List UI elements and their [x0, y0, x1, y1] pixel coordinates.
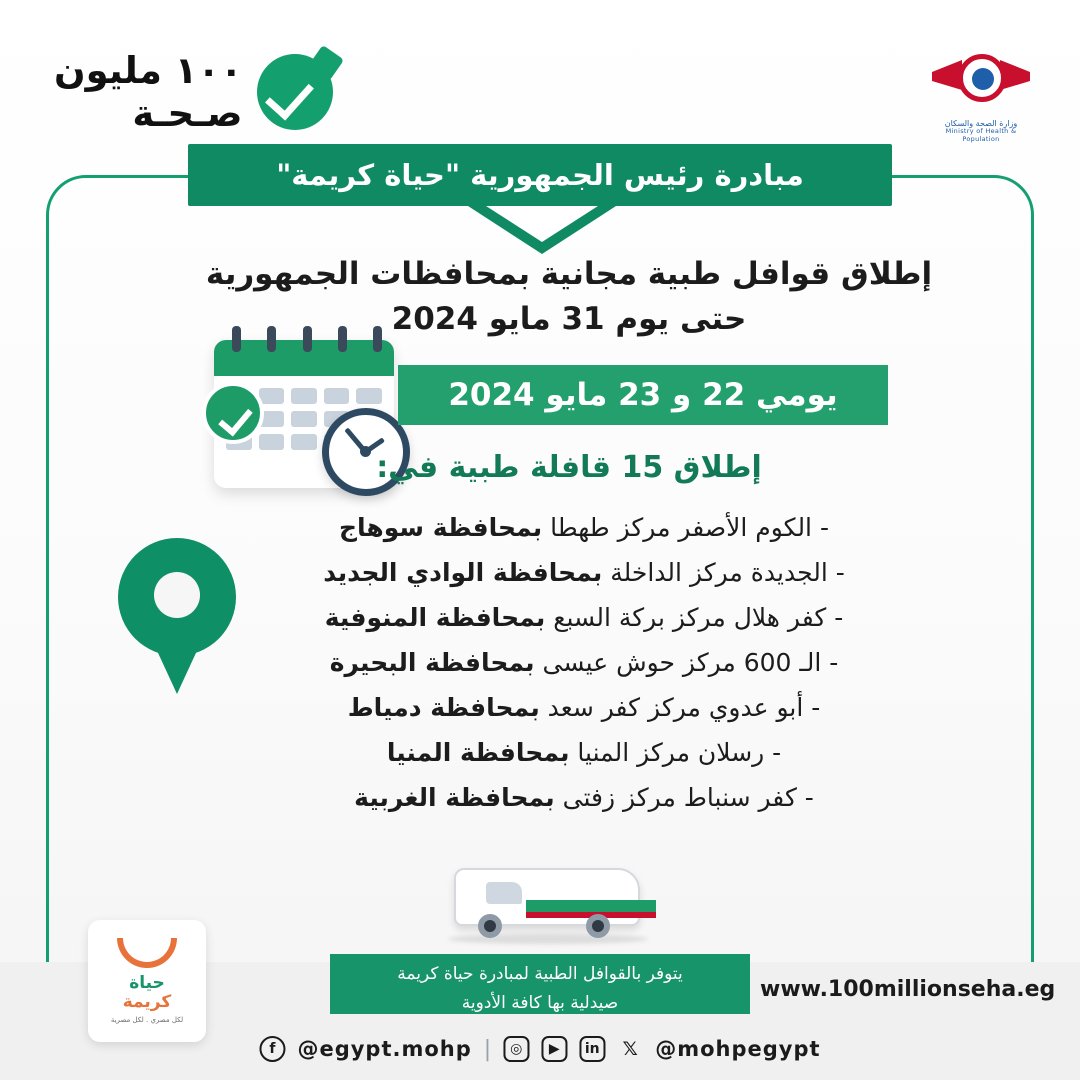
separator: | — [483, 1036, 492, 1062]
map-pin-icon — [118, 538, 236, 698]
ribbon-title: مبادرة رئيس الجمهورية "حياة كريمة" — [188, 144, 892, 206]
check-icon — [257, 54, 333, 130]
social-links — [259, 1036, 820, 1062]
list-item — [184, 685, 984, 730]
list-item-location: - الـ 600 مركز حوش عيسى — [534, 648, 839, 677]
linkedin-icon[interactable]: in — [579, 1036, 605, 1062]
list-item-governorate: بمحافظة المنيا — [386, 738, 570, 767]
campaign-logo-100-million-health — [54, 49, 333, 135]
list-item — [184, 505, 984, 550]
list-item-location: - الكوم الأصفر مركز طهطا — [542, 513, 829, 542]
list-item-governorate: بمحافظة الوادي الجديد — [323, 558, 603, 587]
smile-icon — [117, 938, 177, 968]
hayah-karima-line2: كريمة — [122, 992, 172, 1012]
list-item-governorate: بمحافظة سوهاج — [339, 513, 543, 542]
headline-line2: حتى يوم 31 مايو 2024 — [391, 300, 747, 337]
ministry-of-health-logo — [926, 48, 1036, 144]
campaign-logo-line1: ١٠٠ مليون — [54, 49, 243, 92]
list-item-location: - كفر سنباط مركز زفتى — [554, 783, 814, 812]
hayah-karima-line1: حياة — [129, 973, 165, 994]
list-item-location: - كفر هلال مركز بركة السبع — [545, 603, 844, 632]
list-item — [184, 595, 984, 640]
header-bar — [0, 0, 1080, 148]
list-item-governorate: بمحافظة الغربية — [354, 783, 555, 812]
facebook-handle[interactable]: @egypt.mohp — [297, 1037, 472, 1061]
list-item-location: - الجديدة مركز الداخلة — [602, 558, 845, 587]
website-link[interactable]: www.100millionseha.eg — [760, 977, 1056, 1002]
list-item-governorate: بمحافظة المنوفية — [324, 603, 546, 632]
list-title: إطلاق 15 قافلة طبية في: — [376, 450, 762, 485]
list-item-location: - رسلان مركز المنيا — [569, 738, 782, 767]
social-handle[interactable]: @mohpegypt — [655, 1037, 821, 1061]
campaign-logo-line2: صـحـة — [132, 92, 243, 135]
list-item-location: - أبو عدوي مركز كفر سعد — [539, 693, 821, 722]
ministry-caption-arabic: وزارة الصحة والسكان — [944, 118, 1018, 128]
list-item — [184, 775, 984, 820]
list-item — [184, 730, 984, 775]
list-item-governorate: بمحافظة البحيرة — [329, 648, 535, 677]
list-item-governorate: بمحافظة دمياط — [347, 693, 540, 722]
medical-van-icon — [430, 862, 660, 954]
ribbon-notch-inner — [486, 206, 598, 242]
youtube-icon[interactable]: ▶ — [541, 1036, 567, 1062]
instagram-icon[interactable]: ◎ — [503, 1036, 529, 1062]
pharmacy-note-line1: يتوفر بالقوافل الطبية لمبادرة حياة كريمة — [397, 964, 683, 984]
convoy-list — [184, 505, 984, 820]
hayah-karima-logo — [88, 920, 206, 1042]
headline-line1: إطلاق قوافل طبية مجانية بمحافظات الجمهورية — [205, 256, 933, 292]
ministry-logo-caption — [926, 119, 1036, 144]
x-twitter-icon[interactable]: 𝕏 — [622, 1038, 638, 1060]
hayah-karima-tagline: لكل مصري . لكل مصرية — [110, 1015, 184, 1024]
pharmacy-note — [330, 954, 750, 1014]
ministry-caption-english: Ministry of Health & Population — [945, 127, 1017, 144]
calendar-check-icon — [202, 382, 264, 444]
ministry-emblem-icon — [932, 48, 1030, 115]
list-item — [184, 550, 984, 595]
campaign-logo-text — [54, 49, 243, 135]
list-item — [184, 640, 984, 685]
date-badge: يومي 22 و 23 مايو 2024 — [398, 365, 888, 425]
facebook-icon[interactable]: f — [259, 1036, 285, 1062]
pharmacy-note-line2: صيدلية بها كافة الأدوية — [461, 992, 619, 1013]
